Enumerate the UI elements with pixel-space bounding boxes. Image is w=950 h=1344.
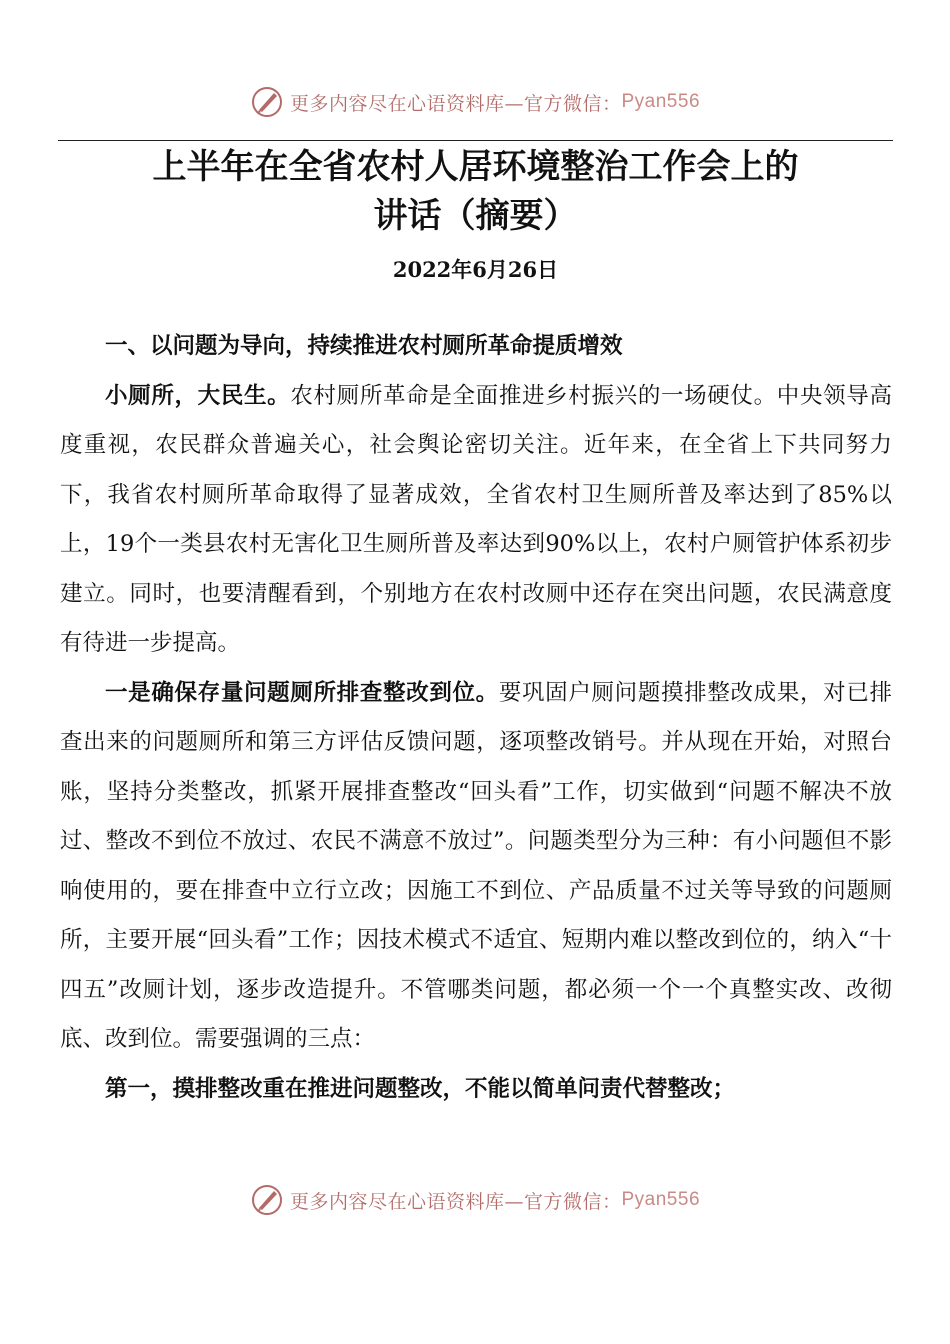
header-rule	[58, 140, 893, 141]
watermark-id: Pyan556	[621, 91, 701, 112]
speech-date: 2022年6月26日	[392, 257, 559, 282]
title-line-2: 讲话（摘要）	[373, 196, 578, 236]
paragraph-1	[60, 372, 892, 669]
paragraph-2-lead: 一是确保存量问题厕所排查整改到位。	[105, 679, 499, 706]
section-heading: 一、以问题为导向，持续推进农村厕所革命提质增效	[105, 333, 623, 359]
watermark-bottom	[0, 1180, 950, 1220]
quill-pen-icon	[250, 1183, 284, 1217]
watermark-top	[0, 82, 950, 122]
page-title	[58, 143, 893, 241]
watermark-text: 更多内容尽在心语资料库—官方微信：	[289, 92, 622, 115]
watermark-text: 更多内容尽在心语资料库—官方微信：	[289, 1190, 622, 1213]
paragraph-1-text: 农村厕所革命是全面推进乡村振兴的一场硬仗。中央领导高度重视，农民群众普遍关心，社会舆论密切关注。近年来，在全省上下共同努力下，我省农村厕所革命取得了显著成效，全省农村卫生厕所普及率达到了85%以上，19个一类县农村无害化卫生厕所普及率达到90%以上，农村户厕管护体系初步建立。同时，也要清醒看到，个别地方在农村改厕中还存在突出问题，农民满意度有待进一步提高。	[60, 382, 892, 656]
title-line-1: 上半年在全省农村人居环境整治工作会上的	[152, 147, 799, 187]
paragraph-2-text: 要巩固户厕问题摸排整改成果，对已排查出来的问题厕所和第三方评估反馈问题，逐项整改销号。并从现在开始，对照台账，坚持分类整改，抓紧开展排查整改“回头看”工作，切实做到“问题不解决不放过、整改不到位不放过、农民不满意不放过”。问题类型分为三种：有小问题但不影响使用的，要在排查中立行立改；因施工不到位、产品质量不过关等导致的问题厕所，主要开展“回头看”工作；因技术模式不适宜、短期内难以整改到位的，纳入“十四五”改厕计划，逐步改造提升。不管哪类问题，都必须一个一个真整实改、改彻底、改到位。需要强调的三点：	[60, 679, 892, 1052]
document-body	[60, 322, 892, 1114]
paragraph-2	[60, 669, 892, 1065]
watermark-id: Pyan556	[621, 1189, 701, 1210]
quill-pen-icon	[250, 85, 284, 119]
paragraph-1-lead: 小厕所，大民生。	[105, 382, 291, 409]
paragraph-3: 第一，摸排整改重在推进问题整改，不能以简单问责代替整改；	[105, 1075, 736, 1102]
